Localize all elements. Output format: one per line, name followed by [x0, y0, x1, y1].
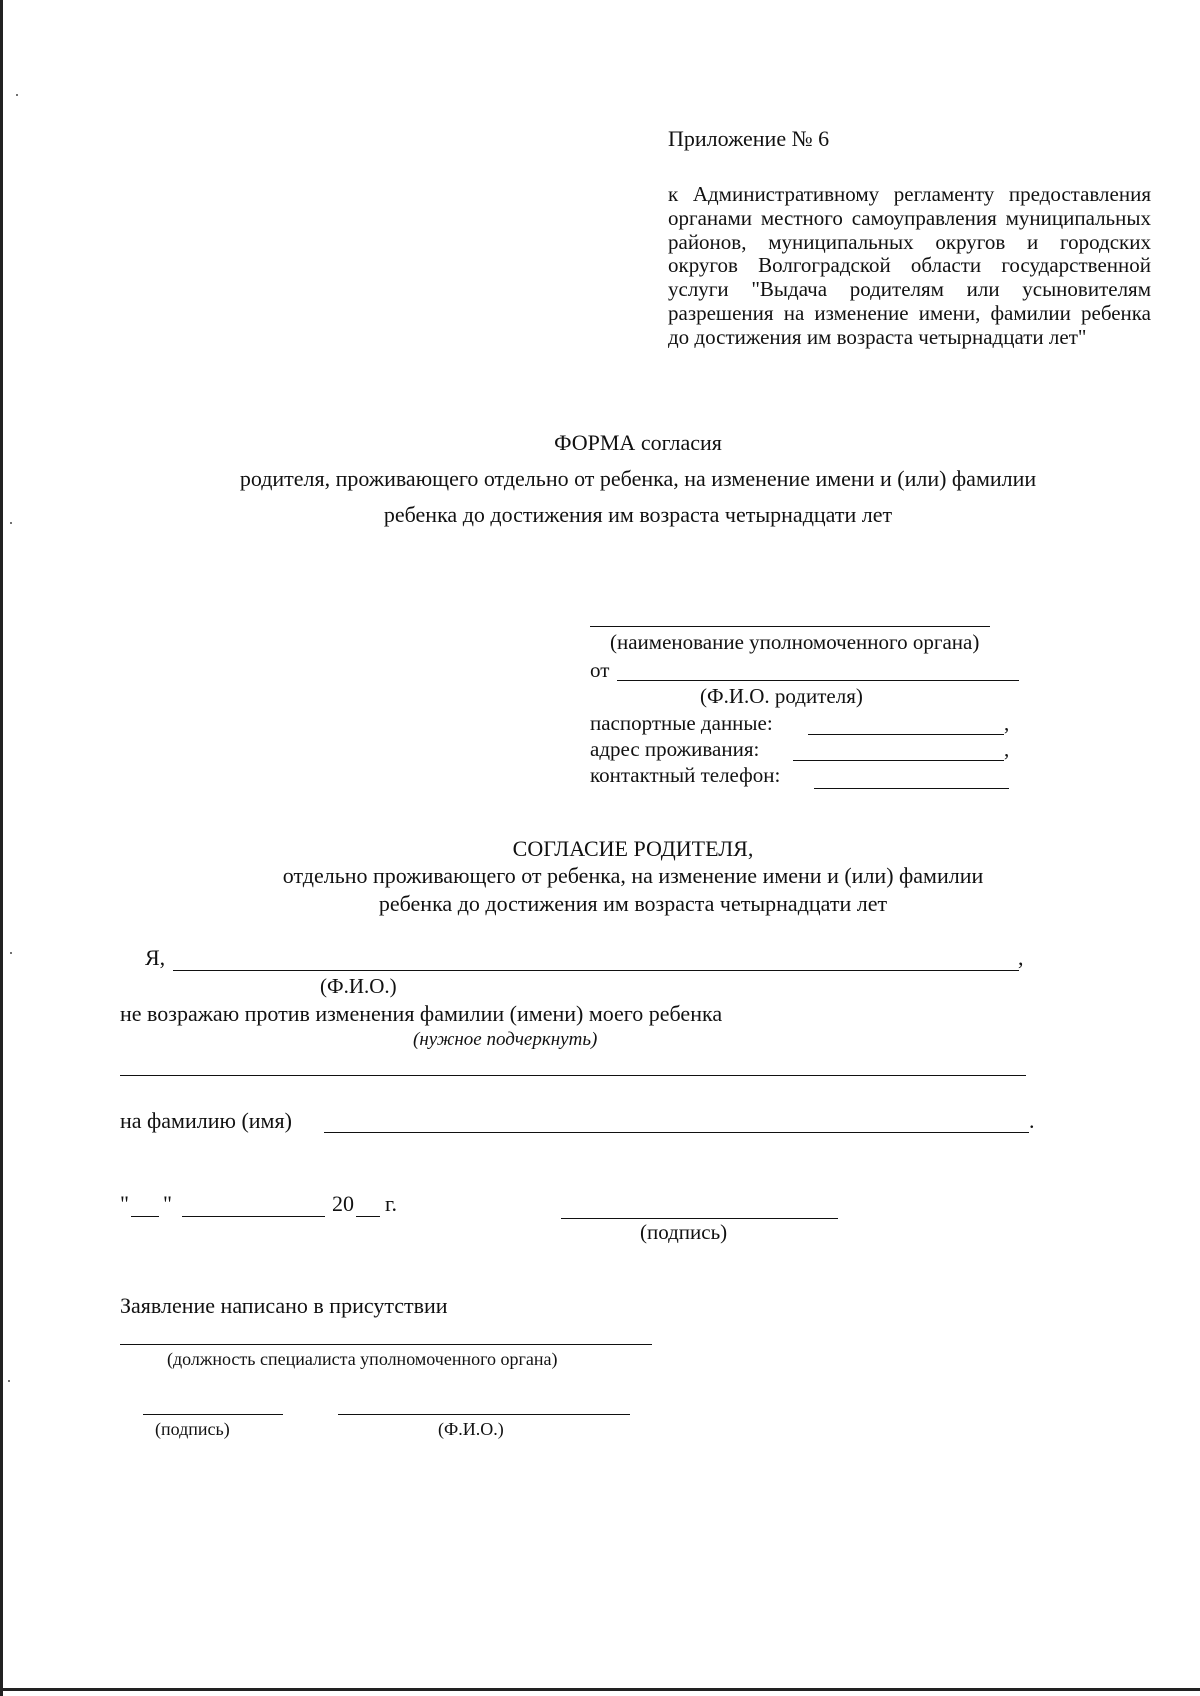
- date-close-quote: ": [163, 1191, 172, 1216]
- passport-label: паспортные данные:: [590, 711, 773, 735]
- passport-comma: ,: [1004, 711, 1010, 735]
- underline-hint: (нужное подчеркнуть): [413, 1029, 598, 1050]
- scan-speck: [16, 94, 18, 96]
- scan-speck: [8, 1380, 10, 1382]
- child-name-line[interactable]: [120, 1075, 1026, 1076]
- consent-heading-line3: ребенка до достижения им возраста четырнадцати лет: [378, 891, 888, 916]
- witness-fio-line[interactable]: [338, 1414, 630, 1415]
- organ-name-line[interactable]: [590, 626, 990, 627]
- organ-caption: (наименование уполномоченного органа): [610, 630, 980, 654]
- annex-title: Приложение № 6: [668, 126, 830, 151]
- witness-fio-caption: (Ф.И.О.): [438, 1419, 504, 1439]
- year-prefix: 20: [332, 1191, 354, 1216]
- consent-heading-title: СОГЛАСИЕ РОДИТЕЛЯ,: [512, 836, 754, 861]
- consent-heading-line2: отдельно проживающего от ребенка, на изменение имени и (или) фамилии: [282, 863, 984, 888]
- parent-name-line[interactable]: [617, 680, 1019, 681]
- annex-reference-text: к Административному регламенту предоставления органами местного самоуправления муниципальных районов, муниципальных округов и городских округов Волгоградской области государственной услуги "Выдача родителям или усыновителям разрешения на изменение имени, фамилии ребенка до достижения им возраста четырнадцати лет": [668, 182, 1151, 349]
- new-name-label: на фамилию (имя): [120, 1108, 292, 1133]
- date-day-line[interactable]: [131, 1216, 159, 1217]
- date-open-quote: ": [120, 1191, 129, 1216]
- witness-signature-line[interactable]: [143, 1414, 283, 1415]
- consent-statement: не возражаю против изменения фамилии (имени) моего ребенка: [120, 1001, 723, 1026]
- i-label: Я,: [145, 945, 166, 970]
- address-line[interactable]: [793, 760, 1004, 761]
- year-suffix: г.: [385, 1191, 398, 1216]
- scan-speck: [10, 952, 12, 954]
- from-label: от: [590, 658, 610, 682]
- new-name-period: .: [1029, 1108, 1035, 1133]
- witness-position-line[interactable]: [120, 1344, 652, 1345]
- signature-line[interactable]: [561, 1218, 838, 1219]
- new-name-line[interactable]: [324, 1132, 1029, 1133]
- phone-label: контактный телефон:: [590, 763, 781, 787]
- address-label: адрес проживания:: [590, 737, 760, 761]
- fio-line[interactable]: [173, 970, 1019, 971]
- form-heading-line3: ребенка до достижения им возраста четырнадцати лет: [383, 502, 893, 527]
- parent-caption: (Ф.И.О. родителя): [700, 684, 863, 708]
- passport-line[interactable]: [808, 734, 1004, 735]
- date-year-line[interactable]: [356, 1216, 380, 1217]
- form-heading-title: ФОРМА согласия: [554, 430, 722, 455]
- phone-line[interactable]: [814, 788, 1009, 789]
- date-month-line[interactable]: [182, 1216, 325, 1217]
- fio-comma: ,: [1018, 945, 1024, 970]
- witness-statement: Заявление написано в присутствии: [120, 1293, 448, 1318]
- witness-signature-caption: (подпись): [155, 1419, 230, 1439]
- signature-caption: (подпись): [640, 1220, 728, 1244]
- form-heading-line2: родителя, проживающего отдельно от ребенка, на изменение имени и (или) фамилии: [239, 466, 1037, 491]
- address-comma: ,: [1004, 737, 1010, 761]
- witness-position-caption: (должность специалиста уполномоченного органа): [167, 1349, 558, 1369]
- scan-border-bottom: [0, 1688, 1200, 1691]
- fio-caption: (Ф.И.О.): [320, 974, 397, 998]
